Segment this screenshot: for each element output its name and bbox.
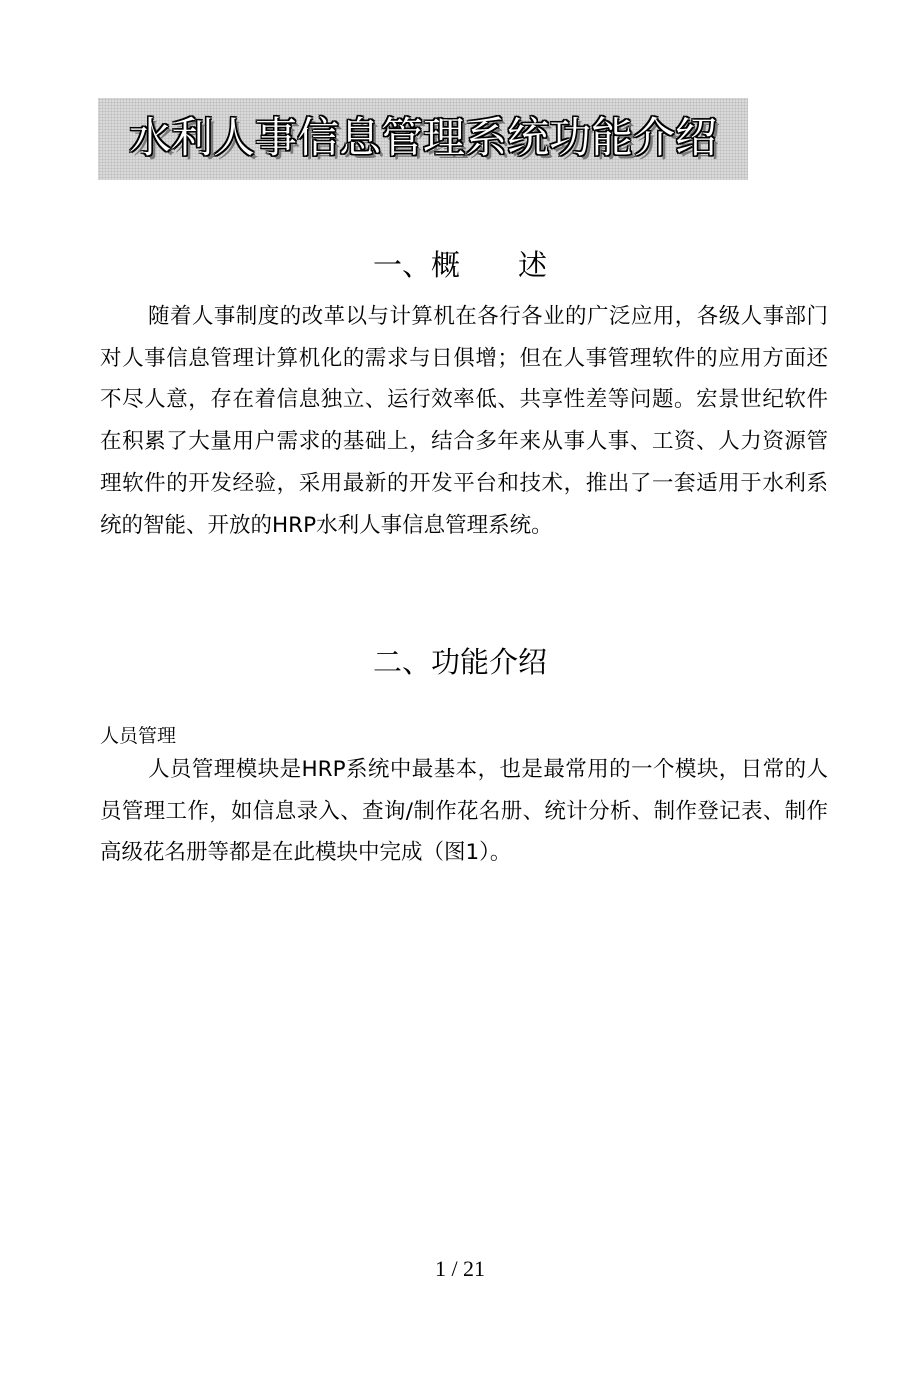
subheading-personnel-management: 人员管理 [100, 725, 177, 747]
page-number: 1 / 21 [434, 1256, 486, 1281]
section-heading-overview: 一、概 述 [372, 248, 547, 282]
personnel-management-paragraph: 人员管理模块是HRP系统中最基本，也是最常用的一个模块，日常的人员管理工作，如信息录入、查询/制作花名册、统计分析、制作登记表、制作高级花名册等都是在此模块中完成（图1）。 [100, 757, 828, 866]
document-title: 水利人事信息管理系统功能介绍 [128, 113, 717, 162]
title-banner [98, 98, 748, 180]
section-heading-features: 二、功能介绍 [372, 645, 547, 679]
overview-paragraph: 随着人事制度的改革以与计算机在各行各业的广泛应用，各级人事部门对人事信息管理计算机化的需求与日俱增；但在人事管理软件的应用方面还不尽人意，存在着信息独立、运行效率低、共享性差等问题。宏景世纪软件在积累了大量用户需求的基础上，结合多年来从事人事、工资、人力资源管理软件的开发经验，采用最新的开发平台和技术，推出了一套适用于水利系统的智能、开放的HRP水利人事信息管理系统。 [100, 304, 828, 538]
